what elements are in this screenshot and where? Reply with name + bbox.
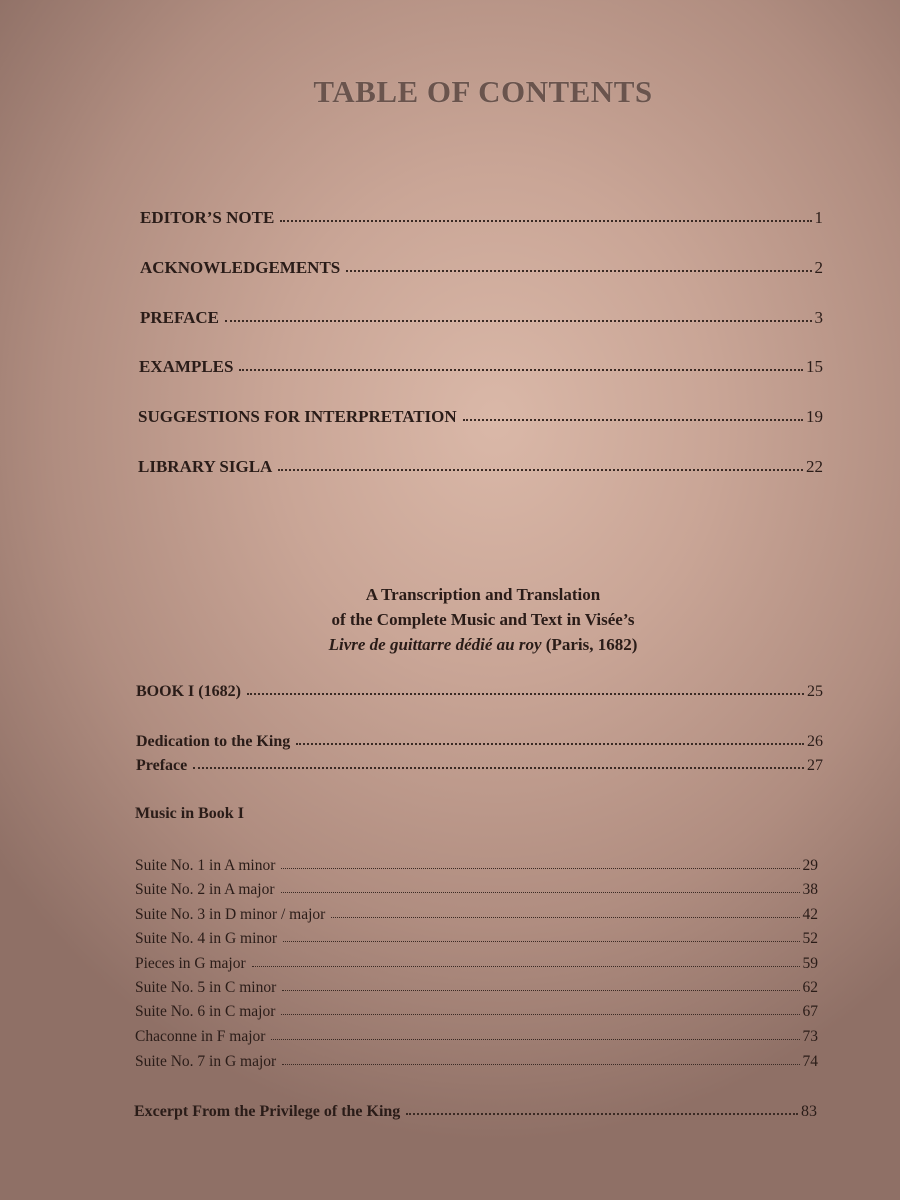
toc-entry-page: 67 — [802, 1003, 818, 1020]
toc-entry-page: 1 — [814, 208, 823, 227]
toc-entry-preface-book — [136, 757, 823, 775]
toc-entry-examples — [139, 357, 823, 377]
page-title: TABLE OF CONTENTS — [313, 74, 653, 109]
section-heading-line-1: A Transcription and Translation — [365, 585, 601, 604]
toc-entry-label: Suite No. 6 in C major — [135, 1003, 276, 1020]
toc-entry-page: 27 — [807, 757, 823, 774]
toc-entry-label: LIBRARY SIGLA — [138, 457, 273, 476]
toc-entry-preface — [140, 308, 823, 328]
toc-entry-label: Excerpt From the Privilege of the King — [134, 1103, 401, 1120]
toc-entry-label: Pieces in G major — [135, 955, 246, 972]
dot-leader — [239, 369, 803, 371]
toc-entry-label: EXAMPLES — [139, 357, 234, 376]
toc-entry-label: Suite No. 4 in G minor — [135, 930, 278, 947]
toc-entry-suggestions — [138, 407, 823, 427]
toc-entry-chaconne — [135, 1028, 818, 1046]
toc-entry-page: 3 — [814, 308, 823, 327]
toc-entry-page: 19 — [806, 407, 823, 426]
toc-entry-label: PREFACE — [140, 308, 220, 327]
dot-leader — [247, 693, 804, 695]
toc-entry-page: 74 — [802, 1053, 818, 1070]
toc-entry-suite — [135, 1053, 818, 1071]
toc-entry-dedication — [136, 733, 823, 751]
music-heading: Music in Book I — [135, 805, 244, 822]
toc-entry-page: 42 — [802, 906, 818, 923]
book-title-rest: (Paris, 1682) — [541, 635, 638, 654]
toc-entry-label: EDITOR’S NOTE — [140, 208, 275, 227]
toc-entry-suite — [135, 906, 818, 924]
toc-entry-page: 15 — [806, 357, 823, 376]
toc-entry-label: Suite No. 1 in A minor — [135, 857, 276, 874]
toc-entry-page: 59 — [802, 955, 818, 972]
dot-leader — [282, 990, 799, 991]
dot-leader — [346, 270, 811, 272]
toc-entry-label: Dedication to the King — [136, 733, 291, 750]
dot-leader — [271, 1039, 799, 1040]
dot-leader — [252, 966, 800, 967]
book-title-italic: Livre de guittarre dédié au roy — [328, 635, 542, 654]
dot-leader — [278, 469, 803, 471]
toc-entry-suite — [135, 979, 818, 997]
toc-entry-label: Suite No. 2 in A major — [135, 881, 275, 898]
toc-entry-label: BOOK I (1682) — [136, 683, 241, 700]
toc-entry-label: ACKNOWLEDGEMENTS — [140, 258, 341, 277]
toc-entry-library-sigla — [138, 457, 823, 477]
dot-leader — [331, 917, 799, 918]
toc-entry-privilege — [134, 1103, 817, 1121]
toc-entry-page: 22 — [806, 457, 823, 476]
toc-entry-suite — [135, 1003, 818, 1021]
toc-entry-label: Chaconne in F major — [135, 1028, 266, 1045]
toc-entry-book-i — [136, 683, 823, 701]
toc-entry-page: 25 — [807, 683, 823, 700]
dot-leader — [193, 767, 804, 769]
toc-entry-page: 38 — [802, 881, 818, 898]
toc-entry-editors-note — [140, 208, 823, 228]
toc-entry-suite — [135, 930, 818, 948]
dot-leader — [281, 1014, 799, 1015]
toc-entry-page: 26 — [807, 733, 823, 750]
toc-entry-suite — [135, 857, 818, 875]
toc-entry-page: 73 — [802, 1028, 818, 1045]
section-heading-line-2: of the Complete Music and Text in Visée’s — [331, 610, 635, 629]
dot-leader — [283, 941, 799, 942]
toc-entry-acknowledgements — [140, 258, 823, 278]
dot-leader — [463, 419, 803, 421]
toc-entry-label: SUGGESTIONS FOR INTERPRETATION — [138, 407, 457, 426]
dot-leader — [225, 320, 811, 322]
toc-entry-page: 52 — [802, 930, 818, 947]
toc-entry-page: 29 — [802, 857, 818, 874]
toc-entry-label: Preface — [136, 757, 188, 774]
toc-entry-label: Suite No. 7 in G major — [135, 1053, 277, 1070]
dot-leader — [280, 220, 811, 222]
toc-entry-label: Suite No. 5 in C minor — [135, 979, 277, 996]
dot-leader — [296, 743, 804, 745]
dot-leader — [282, 1064, 799, 1065]
toc-entry-suite — [135, 955, 818, 973]
section-heading-line-3 — [0, 632, 900, 657]
toc-entry-page: 2 — [814, 258, 823, 277]
toc-entry-page: 62 — [802, 979, 818, 996]
toc-entry-label: Suite No. 3 in D minor / major — [135, 906, 326, 923]
dot-leader — [281, 868, 799, 869]
dot-leader — [281, 892, 800, 893]
toc-entry-suite — [135, 881, 818, 899]
section-heading — [0, 582, 900, 657]
dot-leader — [406, 1113, 798, 1115]
toc-entry-page: 83 — [801, 1103, 817, 1120]
